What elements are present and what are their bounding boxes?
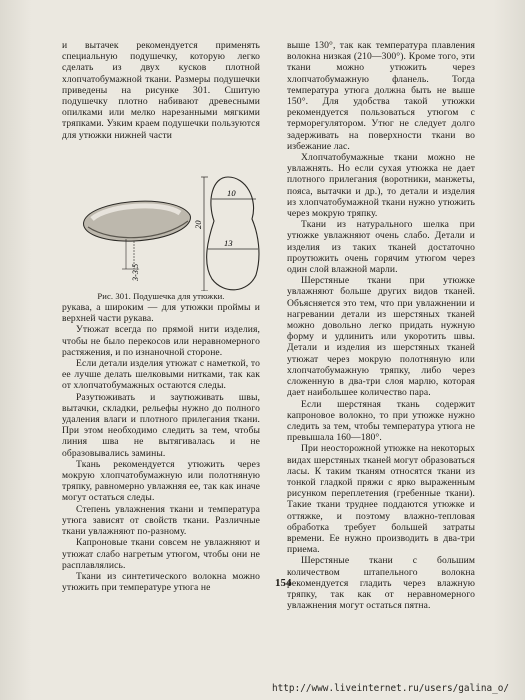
dim-height-label: 20	[193, 220, 203, 229]
left-column	[62, 40, 260, 593]
right-paragraph: При неосторожной утюжке на некоторых видах шерстяных тканей могут образоваться ласы. К таким тканям относятся ткани из тонкой гладкой пряжи с ярко выраженным рисунком переплетения (гребенные ткани). Такие ткани труднее поддаются утюжке и оттяжке, и поэтому влажно-тепловая обработка требует большей затраты времени. Ее нужно производить в два-три приема.	[287, 443, 475, 556]
figure-caption: Рис. 301. Подушечка для утюжки.	[97, 290, 225, 301]
right-paragraph: Шерстяные ткани при утюжке увлажняют больше других видов тканей. Объясняется это тем, что при увлажнении и нагревании детали из шерстяных тканей можно довольно легко придать нужную форму и удлинить или укоротить швы. Детали и изделия из шерстяных тканей утюжат через мокрую полотняную или хлопчатобумажную тряпку, либо через сложенную в два-три слоя марлю, которая дает наибольшее количество пара.	[287, 275, 475, 399]
left-paragraph: Степень увлажнения ткани и температура утюга зависят от свойств ткани. Различные ткани увлажняют по-разному.	[62, 503, 260, 538]
right-paragraph: Если шерстяная ткань содержит капроновое волокно, то при утюжке нужно следить за тем, чтобы температура утюга не превышала 160—180°.	[287, 398, 475, 444]
left-paragraph-top: и вытачек рекомендуется применять специальную подушечку, которую легко сделать из двух кусков плотной хлопчатобумажной ткани. Размеры подушечки приведены на рисунке 301. Сшитую подушечку плотно набивают древесными опилками или мелко нарезанными мягкими тряпками. Узким краем подушечки пользуются для утюжки нижней части	[62, 40, 260, 141]
figure-pillow	[62, 171, 260, 291]
pillow-illustration	[62, 171, 260, 291]
left-paragraph: Капроновые ткани совсем не увлажняют и утюжат слабо нагретым утюгом, чтобы они не расплавлялись.	[62, 537, 260, 571]
page-number: 154	[275, 577, 292, 589]
footer-url: http://www.liveinternet.ru/users/galina_o/	[272, 683, 510, 694]
left-paragraph: Утюжат всегда по прямой нити изделия, чтобы не было перекосов или неравномерного растяжения, и по изнаночной стороне.	[62, 324, 260, 358]
right-column	[287, 40, 475, 611]
dim-top-label: 10	[227, 187, 236, 198]
left-paragraph: Разутюживать и заутюживать швы, вытачки, складки, рельефы нужно до полного удаления влаги и плотного прилегания ткани. При этом необходимо следить за тем, чтобы линия шва не вытягивалась и не образовывались замины.	[62, 391, 260, 459]
right-paragraph: Шерстяные ткани с большим количеством штапельного волокна рекомендуется гладить через влажную тряпку, так как от неравномерного увлажнения могут остаться пятна.	[287, 555, 475, 612]
dim-thickness-label: 3-3,5	[131, 263, 140, 281]
left-paragraph: Если детали изделия утюжат с наметкой, то ее лучше делать шелковыми нитками, так как от хлопчатобумажных остаются следы.	[62, 358, 260, 392]
left-paragraph-after-figure: рукава, а широким — для утюжки проймы и верхней части рукава.	[62, 302, 260, 325]
right-paragraph: Ткани из натурального шелка при утюжке увлажняют очень слабо. Детали и изделия из таких тканей достаточно проутюжить очень горячим утюгом через один слой влажной марли.	[287, 219, 475, 276]
right-paragraph: Хлопчатобумажные ткани можно не увлажнять. Но если сухая утюжка не дает плотного прилегания (воротники, манжеты, пояса, вытачки и др.), то детали и изделия из хлопчатобумажной ткани нужно утюжить через мокрую тряпку.	[287, 152, 475, 220]
right-paragraph-top: выше 130°, так как температура плавления волокна низкая (210—300°). Кроме того, эти ткани можно утюжить через хлопчатобумажную фланель. Тогда температура утюга должна быть не выше 150°. Для удобства такой утюжки рекомендуется пользоваться утюгом с терморегулятором. Утюг не следует долго задерживать на поверхности ткани во избежание лас.	[287, 40, 475, 152]
pillow-3d-drawing	[84, 201, 191, 269]
dim-bottom-label: 13	[224, 237, 233, 248]
left-paragraph: Ткани из синтетического волокна можно утюжить при температуре утюга не	[62, 570, 260, 594]
left-paragraph: Ткань рекомендуется утюжить через мокрую хлопчатобумажную или полотняную тряпку, равномерно увлажняя ее, так как иначе могут остаться следы.	[62, 458, 260, 504]
